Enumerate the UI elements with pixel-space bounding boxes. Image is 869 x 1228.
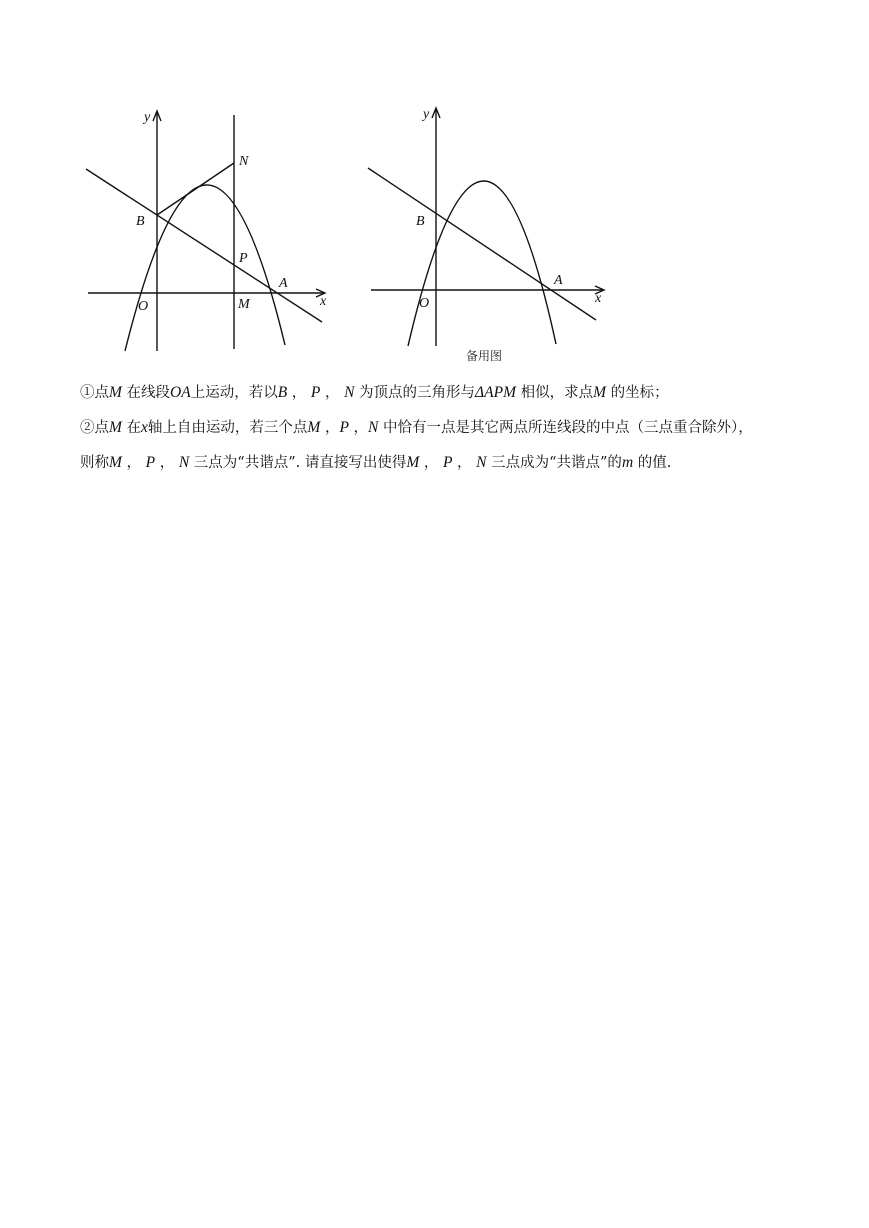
- label-o: O: [138, 299, 149, 314]
- label-n: N: [239, 154, 249, 169]
- label-y: y: [423, 107, 430, 122]
- question-2: ②点M 在x轴上自由运动，若三个点M ，P ，N 中恰有一点是其它两点所连线段的中点（三点重合除外），: [80, 419, 753, 436]
- backup-figure-caption: 备用图: [466, 349, 503, 363]
- backup-figure: [365, 104, 610, 349]
- label-p: P: [239, 251, 248, 266]
- line-ab: [86, 169, 322, 322]
- label-a: A: [554, 273, 563, 288]
- label-m: M: [238, 297, 250, 312]
- segment-bn: [157, 163, 234, 215]
- parabola: [408, 181, 556, 346]
- label-b: B: [416, 214, 425, 229]
- label-y: y: [144, 110, 151, 125]
- question-3: 则称M ， P ， N 三点为“共谐点”. 请直接写出使得M ， P ， N 三点成为“共谐点”的m 的值.: [80, 454, 672, 471]
- label-x: x: [595, 291, 602, 306]
- label-x: x: [320, 294, 327, 309]
- line-ab: [368, 168, 596, 320]
- label-a: A: [279, 276, 288, 291]
- label-b: B: [136, 214, 145, 229]
- main-figure: [80, 105, 340, 355]
- label-o: O: [419, 296, 430, 311]
- question-1: ①点M 在线段OA上运动，若以B ， P ， N 为顶点的三角形与ΔAPM 相似，求点M 的坐标；: [80, 384, 669, 401]
